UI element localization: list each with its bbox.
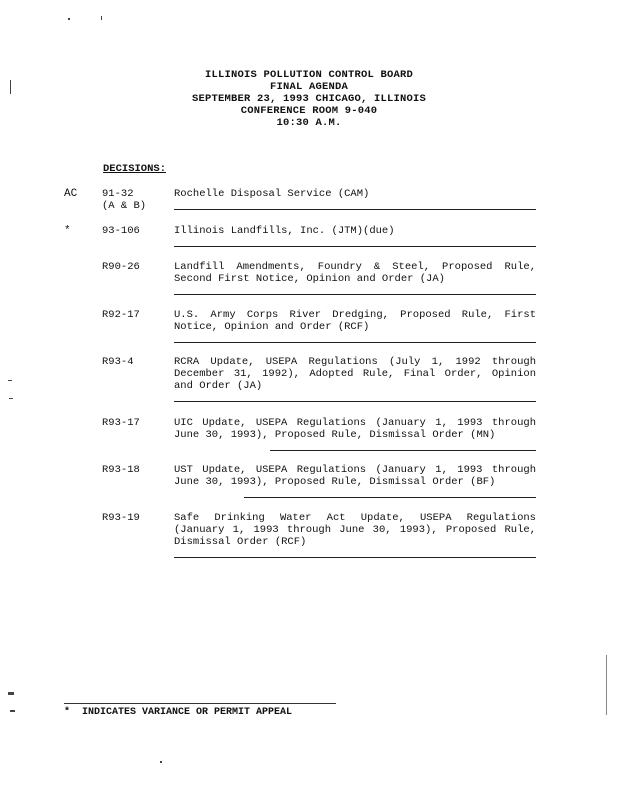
signature-line	[174, 209, 536, 210]
header-board: ILLINOIS POLLUTION CONTROL BOARD	[204, 69, 414, 81]
signature-line	[174, 401, 536, 402]
item-code: 93-106	[102, 225, 140, 237]
signature-line	[174, 557, 536, 558]
item-description: U.S. Army Corps River Dredging, Proposed Rule, First Notice, Opinion and Order (RCF)	[174, 309, 536, 333]
item-code: R93-18	[102, 464, 140, 476]
header-room: CONFERENCE ROOM 9-040	[240, 105, 378, 117]
scan-speck	[8, 380, 12, 381]
signature-line	[244, 497, 536, 498]
scan-speck	[101, 16, 102, 20]
item-code: R92-17	[102, 309, 140, 321]
item-code: 91-32 (A & B)	[102, 188, 147, 212]
item-description: RCRA Update, USEPA Regulations (July 1, 1992 through December 31, 1992), Adopted Rule, Final Order, Opinion and Order (JA)	[174, 356, 536, 392]
item-mark: *	[64, 225, 71, 237]
scan-speck	[10, 710, 15, 712]
header-agenda: FINAL AGENDA	[269, 81, 348, 93]
item-description: Landfill Amendments, Foundry & Steel, Proposed Rule, Second First Notice, Opinion and Order (JA)	[174, 261, 536, 285]
section-title: DECISIONS:	[103, 163, 167, 175]
item-code: R90-26	[102, 261, 140, 273]
item-code: R93-19	[102, 512, 140, 524]
signature-line	[174, 342, 536, 343]
scan-speck	[68, 18, 70, 20]
item-code: R93-4	[102, 356, 134, 368]
scan-speck	[160, 761, 162, 763]
header-date-place: SEPTEMBER 23, 1993 CHICAGO, ILLINOIS	[191, 93, 427, 105]
item-code: R93-17	[102, 417, 140, 429]
signature-line	[270, 450, 536, 451]
scan-speck	[10, 80, 11, 94]
item-description: UIC Update, USEPA Regulations (January 1, 1993 through June 30, 1993), Proposed Rule, Dismissal Order (MN)	[174, 417, 536, 441]
signature-line	[174, 294, 536, 295]
item-description: UST Update, USEPA Regulations (January 1, 1993 through June 30, 1993), Proposed Rule, Dismissal Order (BF)	[174, 464, 536, 488]
item-description: Illinois Landfills, Inc. (JTM)(due)	[174, 225, 395, 237]
footnote-rule	[64, 703, 336, 704]
scan-speck	[8, 692, 14, 695]
scan-speck	[9, 398, 13, 399]
scan-speck	[606, 655, 607, 715]
item-description: Safe Drinking Water Act Update, USEPA Regulations (January 1, 1993 through June 30, 1993), Proposed Rule, Dismissal Order (RCF)	[174, 512, 536, 548]
signature-line	[174, 246, 536, 247]
footnote: * INDICATES VARIANCE OR PERMIT APPEAL	[64, 707, 293, 718]
item-mark: AC	[64, 188, 78, 200]
item-description: Rochelle Disposal Service (CAM)	[174, 188, 370, 200]
header-time: 10:30 A.M.	[276, 117, 342, 129]
